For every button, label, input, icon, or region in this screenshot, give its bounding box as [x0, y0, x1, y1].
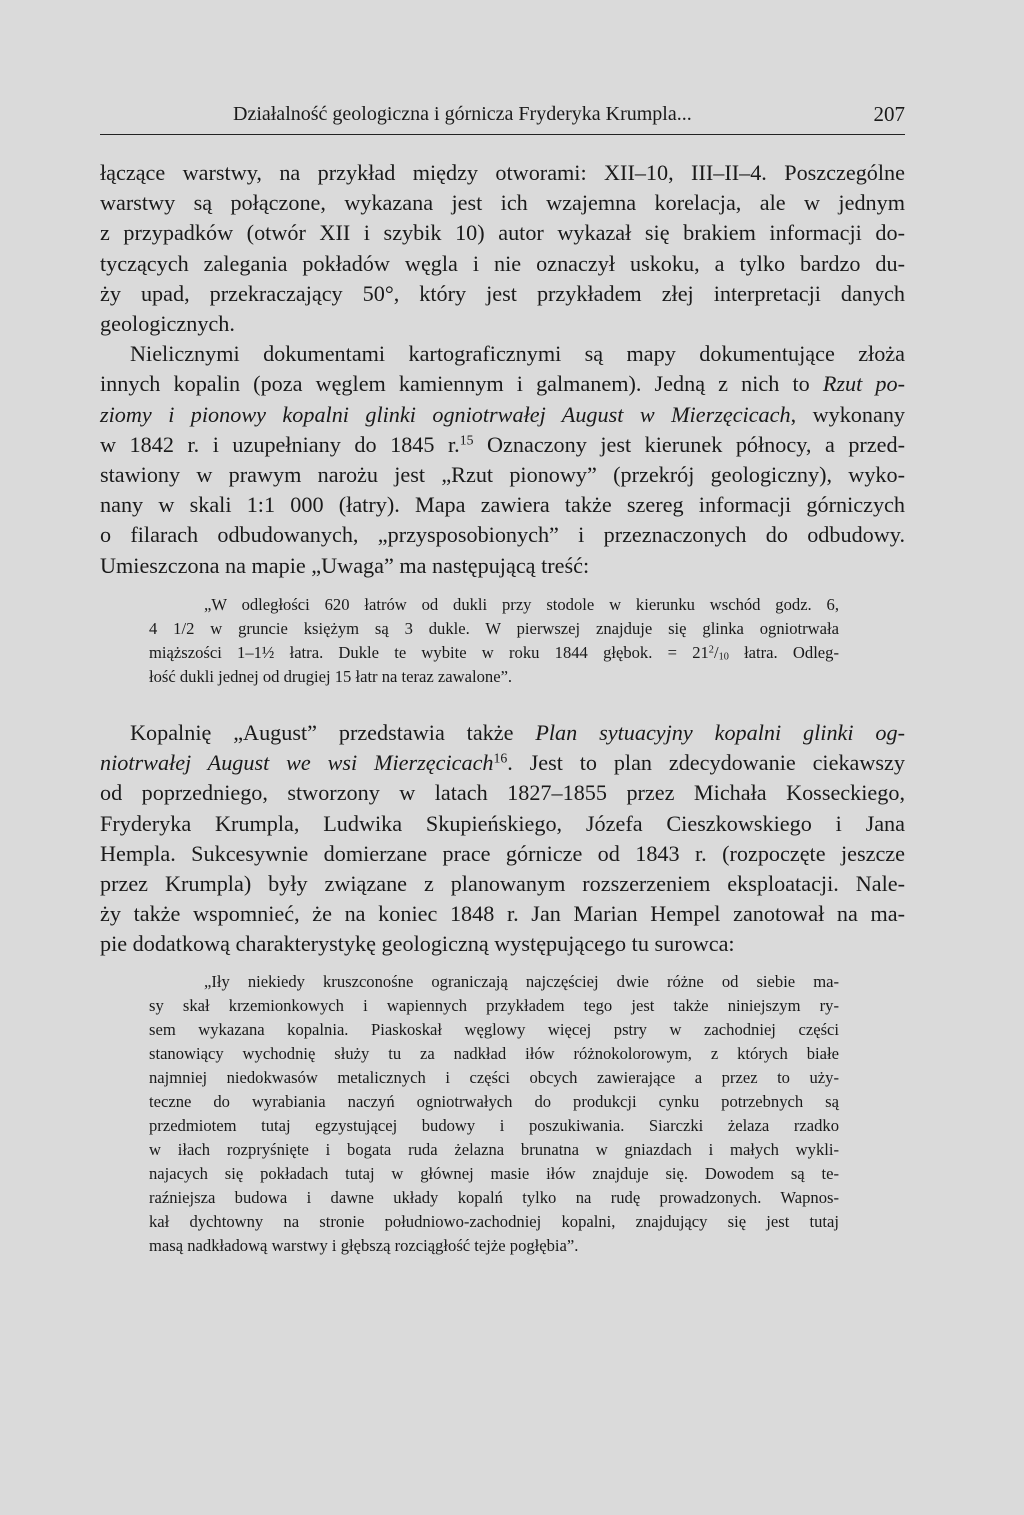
paragraph-2 [100, 339, 905, 581]
quote-line: raźniejsza budowa i dawne układy kopalń tylko na rudę prowadzonych. Wapnos- [149, 1188, 839, 1207]
text-line [100, 718, 905, 748]
quote-line [149, 641, 839, 665]
running-title: Działalność geologiczna i górnicza Fryderyka Krumpla... [233, 103, 692, 125]
text-line [100, 430, 905, 460]
quote-line: stanowiący wychodnię służy tu za nadkład iłów różnokolorowym, z których białe [149, 1044, 839, 1063]
text-run: w 1842 r. i uzupełniany do 1845 r. [100, 431, 460, 457]
text-run: , wykonany [790, 401, 906, 427]
page-number: 207 [873, 102, 905, 126]
text-line: łączące warstwy, na przykład między otworami: XII–10, III–II–4. Poszczególne [100, 160, 905, 185]
quote-line: w iłach rozpryśnięte i bogata ruda żelazna brunatna w gniazdach i małych wykli- [149, 1140, 839, 1159]
text-line: przez Krumpla) były związane z planowanym rozszerzeniem eksploatacji. Nale- [100, 871, 905, 897]
text-line: tyczących zalegania pokładów węgla i nie oznaczył uskoku, a tylko bardzo du- [100, 250, 905, 276]
fraction-denominator: 10 [718, 651, 729, 663]
text-line: Nielicznymi dokumentami kartograficznymi są mapy dokumentujące złoża [130, 341, 905, 367]
quote-line: masą nadkładową warstwy i głębszą rozciągłość tejże pogłębia”. [149, 1236, 579, 1255]
text-run: . Jest to plan zdecydowanie ciekawszy [507, 750, 905, 776]
text-line: od poprzedniego, stworzony w latach 1827–1855 przez Michała Kosseckiego, [100, 780, 905, 806]
text-line: o filarach odbudowanych, „przysposobionych” i przeznaczonych do odbudowy. [100, 522, 905, 548]
quote-line: kał dychtowny na stronie południowo-zachodniej kopalni, znajdujący się jest tutaj [149, 1212, 839, 1231]
text-run: Oznaczony jest kierunek północy, a przed- [473, 431, 905, 457]
footnote-marker: 16 [493, 750, 508, 766]
text-line: nany w skali 1:1 000 (łatry). Mapa zawiera także szereg informacji górniczych [100, 492, 905, 518]
block-quote-2 [149, 970, 839, 1258]
text-line: ży także wspomnieć, że na koniec 1848 r. Jan Marian Hempel zanotował na ma- [100, 901, 905, 927]
map-title-italic: ziomy i pionowy kopalni glinki ogniotrwałej August w Mierzęcicach [100, 401, 791, 427]
fraction-slash: / [713, 643, 719, 662]
body-text-upper [100, 158, 905, 581]
text-line: ży upad, przekraczający 50°, który jest przykładem złej interpretacji danych [100, 280, 905, 306]
quote-line: łość dukli jednej od drugiej 15 łatr na teraz zawalone”. [149, 667, 513, 686]
paragraph-1 [100, 158, 905, 339]
text-line: pie dodatkową charakterystykę geologiczną występującego tu surowca: [100, 931, 735, 957]
body-text-lower [100, 718, 905, 960]
quote-line: „W odległości 620 łatrów od dukli przy stodole w kierunku wschód godz. 6, [204, 595, 839, 614]
quote-line: sem wykazana kopalnia. Piaskoskał węglowy więcej pstry w zachodniej części [149, 1020, 839, 1039]
text-run: Kopalnię „August” przedstawia także [130, 720, 536, 745]
footnote-marker: 15 [459, 432, 474, 448]
paragraph-3 [100, 718, 905, 960]
text-line: warstwy są połączone, wykazana jest ich wzajemna korelacja, ale w jednym [100, 190, 905, 216]
text-line: Fryderyka Krumpla, Ludwika Skupieńskiego, Józefa Cieszkowskiego i Jana [100, 810, 905, 836]
quote-line: najacych się pokładach tutaj w głównej masie iłów znajduje się. Dowodem są te- [149, 1164, 839, 1183]
block-quote-1 [149, 593, 839, 689]
text-run: łatra. Odleg- [728, 643, 839, 662]
quote-line: sy skał krzemionkowych i wapiennych przykładem tego jest także niniejszym ry- [149, 996, 839, 1015]
text-line: Hempla. Sukcesywnie domierzane prace górnicze od 1843 r. (rozpoczęte jeszcze [100, 840, 905, 866]
map-title-italic: niotrwałej August we wsi Mierzęcicach [100, 750, 494, 776]
text-line: geologicznych. [100, 311, 235, 337]
quote-line: 4 1/2 w gruncie księżym są 3 dukle. W pierwszej znajduje się glinka ogniotrwała [149, 619, 839, 638]
text-line [100, 748, 905, 778]
text-line [100, 400, 905, 430]
running-header [100, 100, 905, 135]
text-run: innych kopalin (poza węglem kamiennym i galmanem). Jedną z nich to [100, 371, 823, 397]
quote-line: przedmiotem tutaj egzystującej budowy i poszukiwania. Siarczki żelaza rzadko [149, 1116, 839, 1135]
quote-line: najmniej niedokwasów metalicznych i części obcych zawierające a przez to uży- [149, 1068, 839, 1087]
text-line: z przypadków (otwór XII i szybik 10) autor wykazał się brakiem informacji do- [100, 220, 905, 246]
text-line: Umieszczona na mapie „Uwaga” ma następującą treść: [100, 552, 590, 578]
map-title-italic: Plan sytuacyjny kopalni glinki og- [535, 720, 905, 745]
quote-line: „Iły niekiedy kruszconośne ograniczają najczęściej dwie różne od siebie ma- [204, 972, 839, 991]
quote-line: teczne do wyrabiania naczyń ogniotrwałych do produkcji cynku potrzebnych są [149, 1092, 839, 1111]
fraction-numerator: 2 [708, 644, 714, 656]
text-line [100, 369, 905, 399]
map-title-italic: Rzut po- [822, 371, 905, 397]
text-line: stawiony w prawym narożu jest „Rzut pionowy” (przekrój geologiczny), wyko- [100, 462, 905, 488]
text-run: miąższości 1–1½ łatra. Dukle te wybite w roku 1844 głębok. = 21 [149, 643, 709, 662]
